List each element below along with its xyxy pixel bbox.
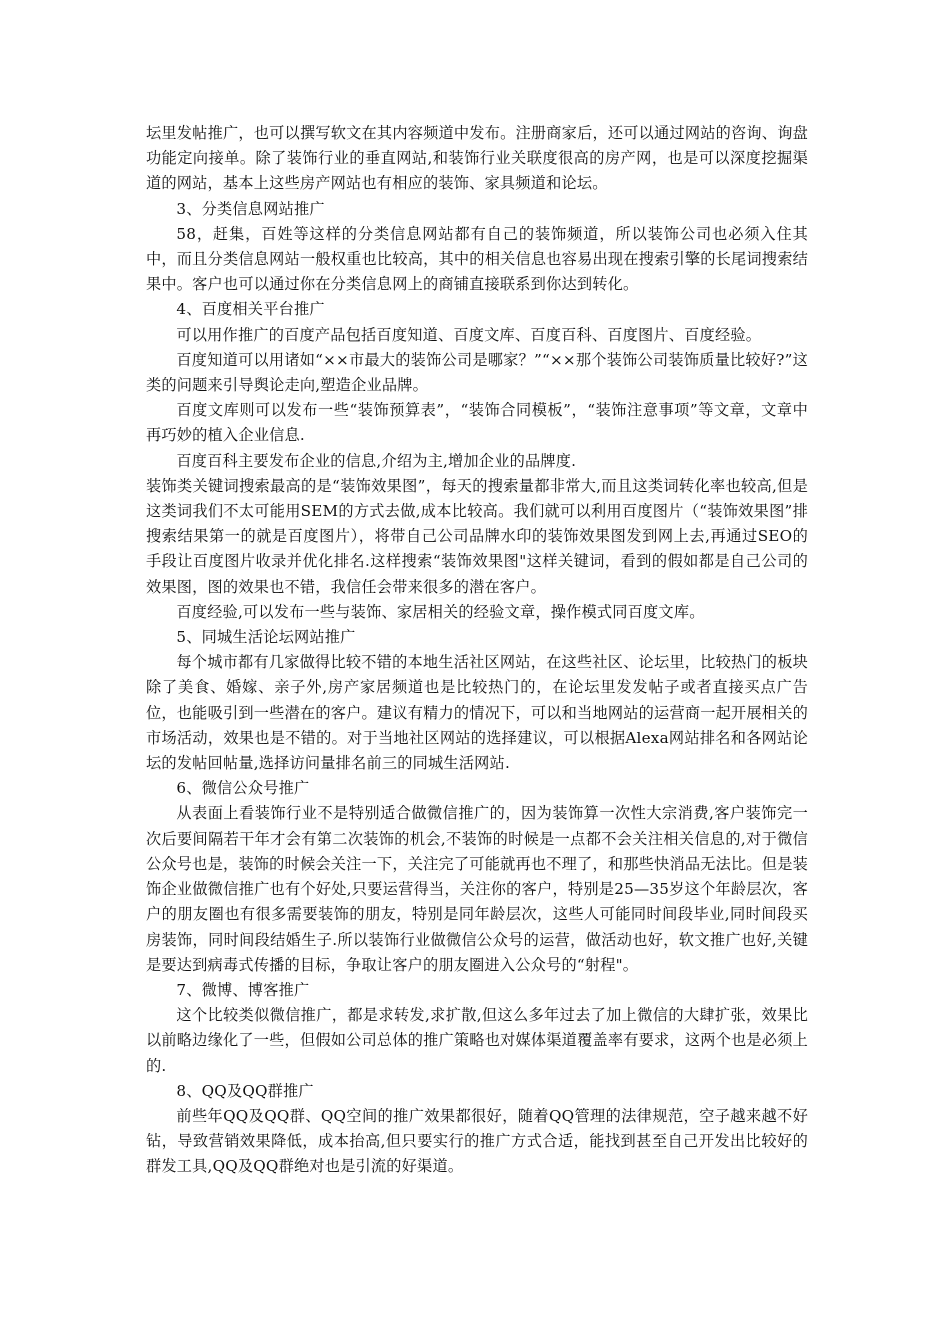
paragraph-classified-sites: 58，赶集，百姓等这样的分类信息网站都有自己的装饰频道，所以装饰公司也必须入住其中，而且分类信息网站一般权重也比较高，其中的相关信息也容易出现在搜索引擎的长尾词搜索结果中。客户也可以通过你在分类信息网上的商铺直接联系到你达到转化。 xyxy=(146,224,808,294)
paragraph-baidu-zhidao: 百度知道可以用诸如“××市最大的装饰公司是哪家？”“××那个装饰公司装饰质量比较好?”这类的问题来引导舆论走向,塑造企业品牌。 xyxy=(146,350,808,395)
paragraph-baidu-baike: 百度百科主要发布企业的信息,介绍为主,增加企业的品牌度. xyxy=(176,451,577,470)
heading-qq: 8、QQ及QQ群推广 xyxy=(176,1081,314,1100)
paragraph-baidu-images: 装饰类关键词搜索最高的是“装饰效果图”，每天的搜索量都非常大,而且这类词转化率也较高,但是这类词我们不太可能用SEM的方式去做,成本比较高。我们就可以利用百度图片（“装饰效果图”排搜索结果第一的就是百度图片），将带自己公司品牌水印的装饰效果图发到网上去,再通过SEO的手段让百度图片收录并优化排名.这样搜索“装饰效果图"这样关键词，看到的假如都是自己公司的效果图，图的效果也不错，我信任会带来很多的潜在客户。 xyxy=(146,476,808,596)
heading-local-forums: 5、同城生活论坛网站推广 xyxy=(176,628,356,647)
paragraph-weibo-blog: 这个比较类似微信推广，都是求转发,求扩散,但这么多年过去了加上微信的大肆扩张，效果比以前略边缘化了一些，但假如公司总体的推广策略也对媒体渠道覆盖率有要求，这两个也是必须上的. xyxy=(146,1006,808,1075)
paragraph-baidu-wenku: 百度文库则可以发布一些“装饰预算表”，“装饰合同模板”，“装饰注意事项”等文章，文章中再巧妙的植入企业信息. xyxy=(146,401,808,445)
paragraph-wechat: 从表面上看装饰行业不是特别适合做微信推广的，因为装饰算一次性大宗消费,客户装饰完一次后要间隔若干年才会有第二次装饰的机会,不装饰的时候是一点都不会关注相关信息的,对于微信公众号也是，装饰的时候会关注一下，关注完了可能就再也不理了，和那些快消品无法比。但是装饰企业做微信推广也有个好处,只要运营得当，关注你的客户，特别是25—35岁这个年龄层次，客户的朋友圈也有很多需要装饰的朋友，特别是同年龄层次，这些人可能同时间段毕业,同时间段买房装饰，同时间段结婚生子.所以装饰行业做微信公众号的运营，做活动也好，软文推广也好,关键是要达到病毒式传播的目标，争取让客户的朋友圈进入公众号的“射程"。 xyxy=(146,804,808,974)
heading-wechat: 6、微信公众号推广 xyxy=(176,779,310,798)
paragraph-intro: 坛里发帖推广，也可以撰写软文在其内容频道中发布。注册商家后，还可以通过网站的咨询、询盘功能定向接单。除了装饰行业的垂直网站,和装饰行业关联度很高的房产网，也是可以深度挖掘渠道的网站，基本上这些房产网站也有相应的装饰、家具频道和论坛。 xyxy=(146,124,808,193)
heading-weibo-blog: 7、微博、博客推广 xyxy=(176,980,310,999)
paragraph-baidu-jingyan: 百度经验,可以发布一些与装饰、家居相关的经验文章，操作模式同百度文库。 xyxy=(176,602,705,621)
heading-classified-sites: 3、分类信息网站推广 xyxy=(176,199,325,218)
paragraph-baidu-products: 可以用作推广的百度产品包括百度知道、百度文库、百度百科、百度图片、百度经验。 xyxy=(176,325,762,344)
heading-baidu-platforms: 4、百度相关平台推广 xyxy=(176,300,325,319)
paragraph-local-forums: 每个城市都有几家做得比较不错的本地生活社区网站，在这些社区、论坛里，比较热门的板块除了美食、婚嫁、亲子外,房产家居频道也是比较热门的，在论坛里发发帖子或者直接买点广告位，也能吸引到一些潜在的客户。建议有精力的情况下，可以和当地网站的运营商一起开展相关的市场活动，效果也是不错的。对于当地社区网站的选择建议，可以根据Alexa网站排名和各网站论坛的发帖回帖量,选择访问量排名前三的同城生活网站. xyxy=(146,653,808,773)
paragraph-qq: 前些年QQ及QQ群、QQ空间的推广效果都很好，随着QQ管理的法律规范，空子越来越不好钻，导致营销效果降低，成本抬高,但只要实行的推广方式合适，能找到甚至自己开发出比较好的群发工具,QQ及QQ群绝对也是引流的好渠道。 xyxy=(146,1106,808,1176)
document-body xyxy=(146,121,808,1180)
